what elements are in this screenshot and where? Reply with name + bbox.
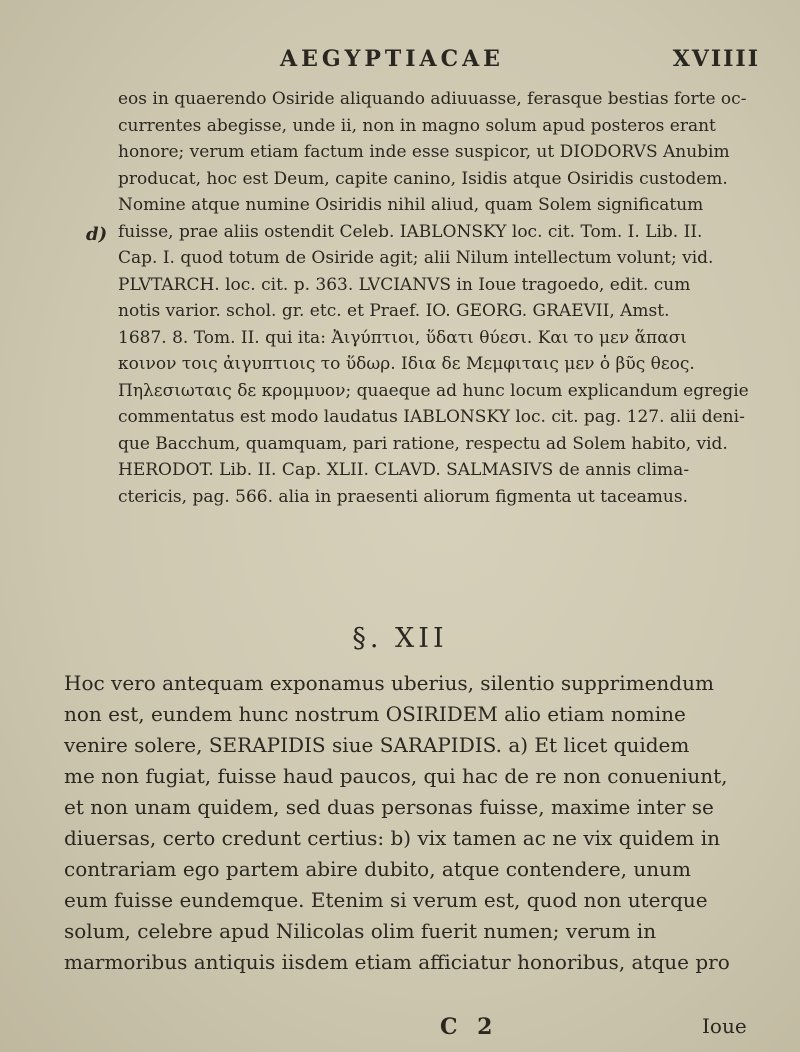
footnotes-block <box>118 86 768 510</box>
running-title: AEGYPTIACAE <box>280 46 504 72</box>
body-line: diuersas, certo credunt certius: b) vix tamen ac ne vix quidem in <box>64 826 721 850</box>
page-footer <box>0 1014 800 1044</box>
note-line: Nomine atque numine Osiridis nihil aliud, quam Solem significatum <box>118 195 704 215</box>
footnote-marker: d) <box>86 224 108 245</box>
note-line: Cap. I. quod totum de Osiride agit; alii Nilum intellectum volunt; vid. <box>118 248 714 268</box>
note-line: honore; verum etiam factum inde esse suspicor, ut DIODORVS Anubim <box>118 142 730 162</box>
note-line: ctericis, pag. 566. alia in praesenti aliorum figmenta ut taceamus. <box>118 486 689 507</box>
note-line: currentes abegisse, unde ii, non in magno solum apud posteros erant <box>118 115 716 136</box>
body-line: venire solere, SERAPIDIS siue SARAPIDIS. a) Et licet quidem <box>64 733 690 757</box>
catchword: Ioue <box>702 1014 747 1038</box>
note-line: HERODOT. Lib. II. Cap. XLII. CLAVD. SALMASIVS de annis clima- <box>118 460 690 480</box>
body-line: Hoc vero antequam exponamus uberius, silentio supprimendum <box>64 671 714 695</box>
note-line: PLVTARCH. loc. cit. p. 363. LVCIANVS in Ioue tragoedo, edit. cum <box>118 274 691 295</box>
body-line: eum fuisse eundemque. Etenim si verum est, quod non uterque <box>64 888 708 912</box>
note-line: commentatus est modo laudatus IABLONSKY loc. cit. pag. 127. alii deni- <box>118 407 745 427</box>
section-heading: §. XII <box>352 623 448 654</box>
body-line: non est, eundem hunc nostrum OSIRIDEM alio etiam nomine <box>64 702 686 726</box>
note-line: κοινον τοις ἀιγυπτιοις το ὕδωρ. Ιδια δε Μεμφιταις μεν ὁ βῦς θεος. <box>118 354 695 374</box>
running-head <box>0 46 800 76</box>
body-line: contrariam ego partem abire dubito, atque contendere, unum <box>64 857 691 881</box>
note-line: fuisse, prae aliis ostendit Celeb. IABLONSKY loc. cit. Tom. I. Lib. II. <box>118 221 703 242</box>
body-text <box>64 668 776 978</box>
note-line: 1687. 8. Tom. II. qui ita: Ἀιγύπτιοι, ὕδατι θύεσι. Και το μεν ἅπασι <box>118 327 687 348</box>
body-line: solum, celebre apud Nilicolas olim fuerit numen; verum in <box>64 919 657 943</box>
body-line: me non fugiat, fuisse haud paucos, qui hac de re non conueniunt, <box>64 764 728 788</box>
note-line: producat, hoc est Deum, capite canino, Isidis atque Osiridis custodem. <box>118 168 728 189</box>
page-number: XVIIII <box>672 46 760 72</box>
body-line: marmoribus antiquis iisdem etiam afficiatur honoribus, atque pro <box>64 950 730 974</box>
note-line: eos in quaerendo Osiride aliquando adiuuasse, ferasque bestias forte oc- <box>118 89 747 109</box>
body-line: et non unam quidem, sed duas personas fuisse, maxime inter se <box>64 795 714 819</box>
note-line: Πηλεσιωταις δε κρομμυον; quaeque ad hunc locum explicandum egregie <box>118 380 749 401</box>
note-line: notis varior. schol. gr. etc. et Praef. IO. GEORG. GRAEVII, Amst. <box>118 301 670 321</box>
signature-mark: C 2 <box>440 1014 499 1040</box>
note-line: que Bacchum, quamquam, pari ratione, respectu ad Solem habito, vid. <box>118 433 728 454</box>
